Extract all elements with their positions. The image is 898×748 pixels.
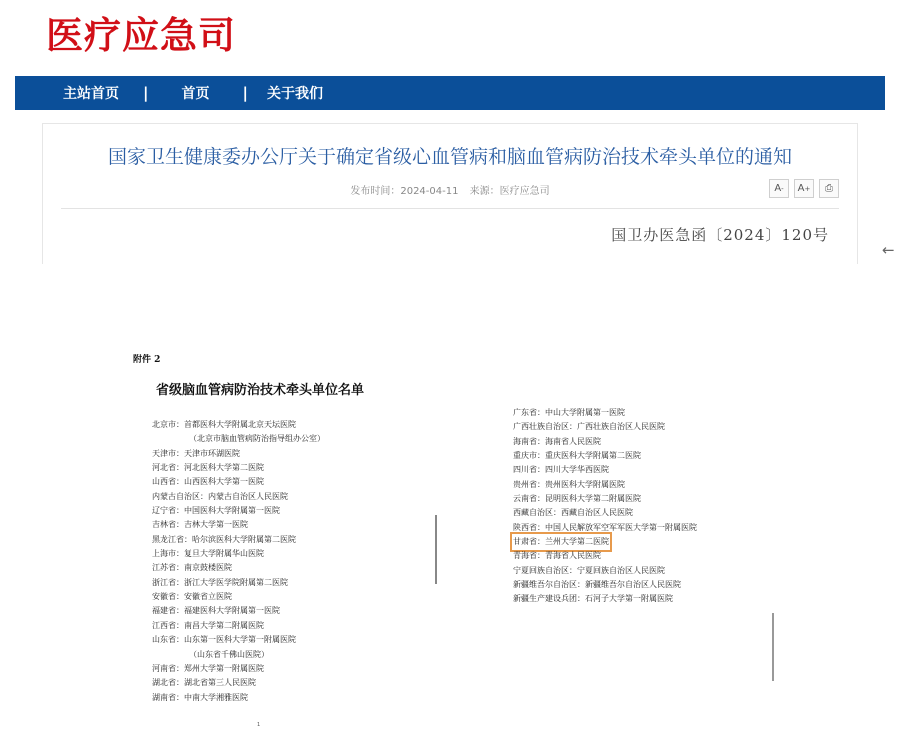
nav-item-main-home[interactable]: 主站首页 — [63, 86, 119, 102]
attachment-label: 附件 2 — [133, 355, 161, 365]
article-tools — [769, 179, 839, 198]
list-item: 辽宁省：中国医科大学附属第一医院 — [152, 506, 280, 516]
list-item — [513, 578, 697, 592]
nav-item-home[interactable]: 首页 — [181, 86, 210, 102]
list-item-text: 贵州省：贵州医科大学附属医院 — [513, 479, 625, 489]
article-title: 国家卫生健康委办公厅关于确定省级心血管病和脑血管病防治技术牵头单位的通知 — [107, 146, 792, 168]
list-item-text: 宁夏回族自治区：宁夏回族自治区人民医院 — [513, 565, 665, 575]
print-glyph: ⎙ — [825, 183, 833, 194]
source-value: 医疗应急司 — [499, 186, 550, 197]
list-item — [513, 535, 697, 549]
list-item: 河南省：郑州大学第一附属医院 — [152, 663, 264, 673]
list-item-text: 重庆市：重庆医科大学附属第二医院 — [513, 451, 641, 461]
nav-item-about[interactable]: 关于我们 — [266, 86, 323, 102]
list-item — [513, 420, 697, 434]
list-item-text: 四川省：四川大学华西医院 — [513, 465, 609, 475]
scrollbar-left[interactable] — [435, 515, 437, 584]
list-item: 山东省：山东第一医科大学第一附属医院 — [152, 635, 296, 645]
list-item-text: 新疆生产建设兵团：石河子大学第一附属医院 — [513, 594, 673, 604]
list-item — [513, 521, 697, 535]
list-item-text: 陕西省：中国人民解放军空军军医大学第一附属医院 — [513, 522, 697, 532]
title-divider — [61, 208, 839, 209]
font-increase-glyph: A — [797, 183, 805, 194]
font-increase-sign: + — [804, 184, 811, 193]
font-increase-icon[interactable] — [794, 179, 814, 198]
print-icon[interactable] — [819, 179, 839, 198]
article-panel — [42, 123, 858, 264]
list-item: 福建省：福建医科大学附属第一医院 — [152, 606, 280, 616]
list-item-text: 海南省：海南省人民医院 — [513, 436, 601, 446]
list-item: （山东省千佛山医院） — [189, 649, 269, 659]
left-hospital-list — [152, 418, 325, 705]
list-item-text: 青海省：青海省人民医院 — [513, 551, 601, 561]
nav-separator: | — [143, 84, 149, 102]
list-item: 安徽省：安徽省立医院 — [152, 592, 232, 602]
highlighted-entry: 甘肃省：兰州大学第二医院 — [513, 535, 609, 549]
list-item: 内蒙古自治区：内蒙古自治区人民医院 — [152, 491, 288, 501]
back-arrow-icon[interactable]: ← — [882, 241, 895, 259]
list-item — [513, 463, 697, 477]
list-item-text: 云南省：昆明医科大学第二附属医院 — [513, 494, 641, 504]
list-item: 吉林省：吉林大学第一医院 — [152, 520, 248, 530]
right-hospital-list — [513, 406, 697, 607]
list-item-text: 广西壮族自治区：广西壮族自治区人民医院 — [513, 422, 665, 432]
list-item: 山西省：山西医科大学第一医院 — [152, 477, 264, 487]
list-item: 上海市：复旦大学附属华山医院 — [152, 549, 264, 559]
scrollbar-right[interactable] — [772, 613, 774, 681]
list-item: 河北省：河北医科大学第二医院 — [152, 463, 264, 473]
list-item — [513, 435, 697, 449]
document-number: 国卫办医急函〔2024〕120号 — [611, 226, 829, 244]
main-nav — [15, 76, 885, 110]
publish-date: 2024-04-11 — [400, 186, 459, 197]
list-item: 湖北省：湖北省第三人民医院 — [152, 678, 256, 688]
list-item: 江苏省：南京鼓楼医院 — [152, 563, 232, 573]
list-item — [513, 406, 697, 420]
list-item: 黑龙江省：哈尔滨医科大学附属第二医院 — [152, 534, 296, 544]
list-item: 江西省：南昌大学第二附属医院 — [152, 620, 264, 630]
article-source — [470, 186, 550, 197]
list-item-text: 广东省：中山大学附属第一医院 — [513, 408, 625, 417]
list-item-text: 西藏自治区：西藏自治区人民医院 — [513, 508, 633, 518]
list-item — [513, 449, 697, 463]
list-item: 浙江省：浙江大学医学院附属第二医院 — [152, 577, 288, 587]
article-meta — [43, 182, 857, 197]
site-logo[interactable]: 医疗应急司 — [46, 14, 236, 57]
list-item: 湖南省：中南大学湘雅医院 — [152, 692, 248, 702]
list-item: 天津市：天津市环湖医院 — [152, 448, 240, 458]
list-item — [513, 506, 697, 520]
list-item: （北京市脑血管病防治指导组办公室） — [189, 434, 325, 444]
publish-label: 发布时间： — [350, 186, 401, 197]
list-item — [513, 564, 697, 578]
list-item: 北京市：首都医科大学附属北京天坛医院 — [152, 420, 296, 429]
list-item — [513, 478, 697, 492]
list-item — [513, 592, 697, 606]
list-item — [513, 549, 697, 563]
source-label: 来源： — [469, 186, 500, 197]
nav-separator: | — [242, 84, 248, 102]
font-decrease-sign: - — [781, 184, 784, 193]
font-decrease-icon[interactable] — [769, 179, 789, 198]
list-item-text: 新疆维吾尔自治区：新疆维吾尔自治区人民医院 — [513, 580, 681, 590]
attachment-title: 省级脑血管病防治技术牵头单位名单 — [156, 383, 365, 398]
page-number: 1 — [257, 722, 261, 728]
list-item — [513, 492, 697, 506]
publish-time — [350, 186, 458, 197]
font-decrease-glyph: A — [774, 183, 782, 194]
